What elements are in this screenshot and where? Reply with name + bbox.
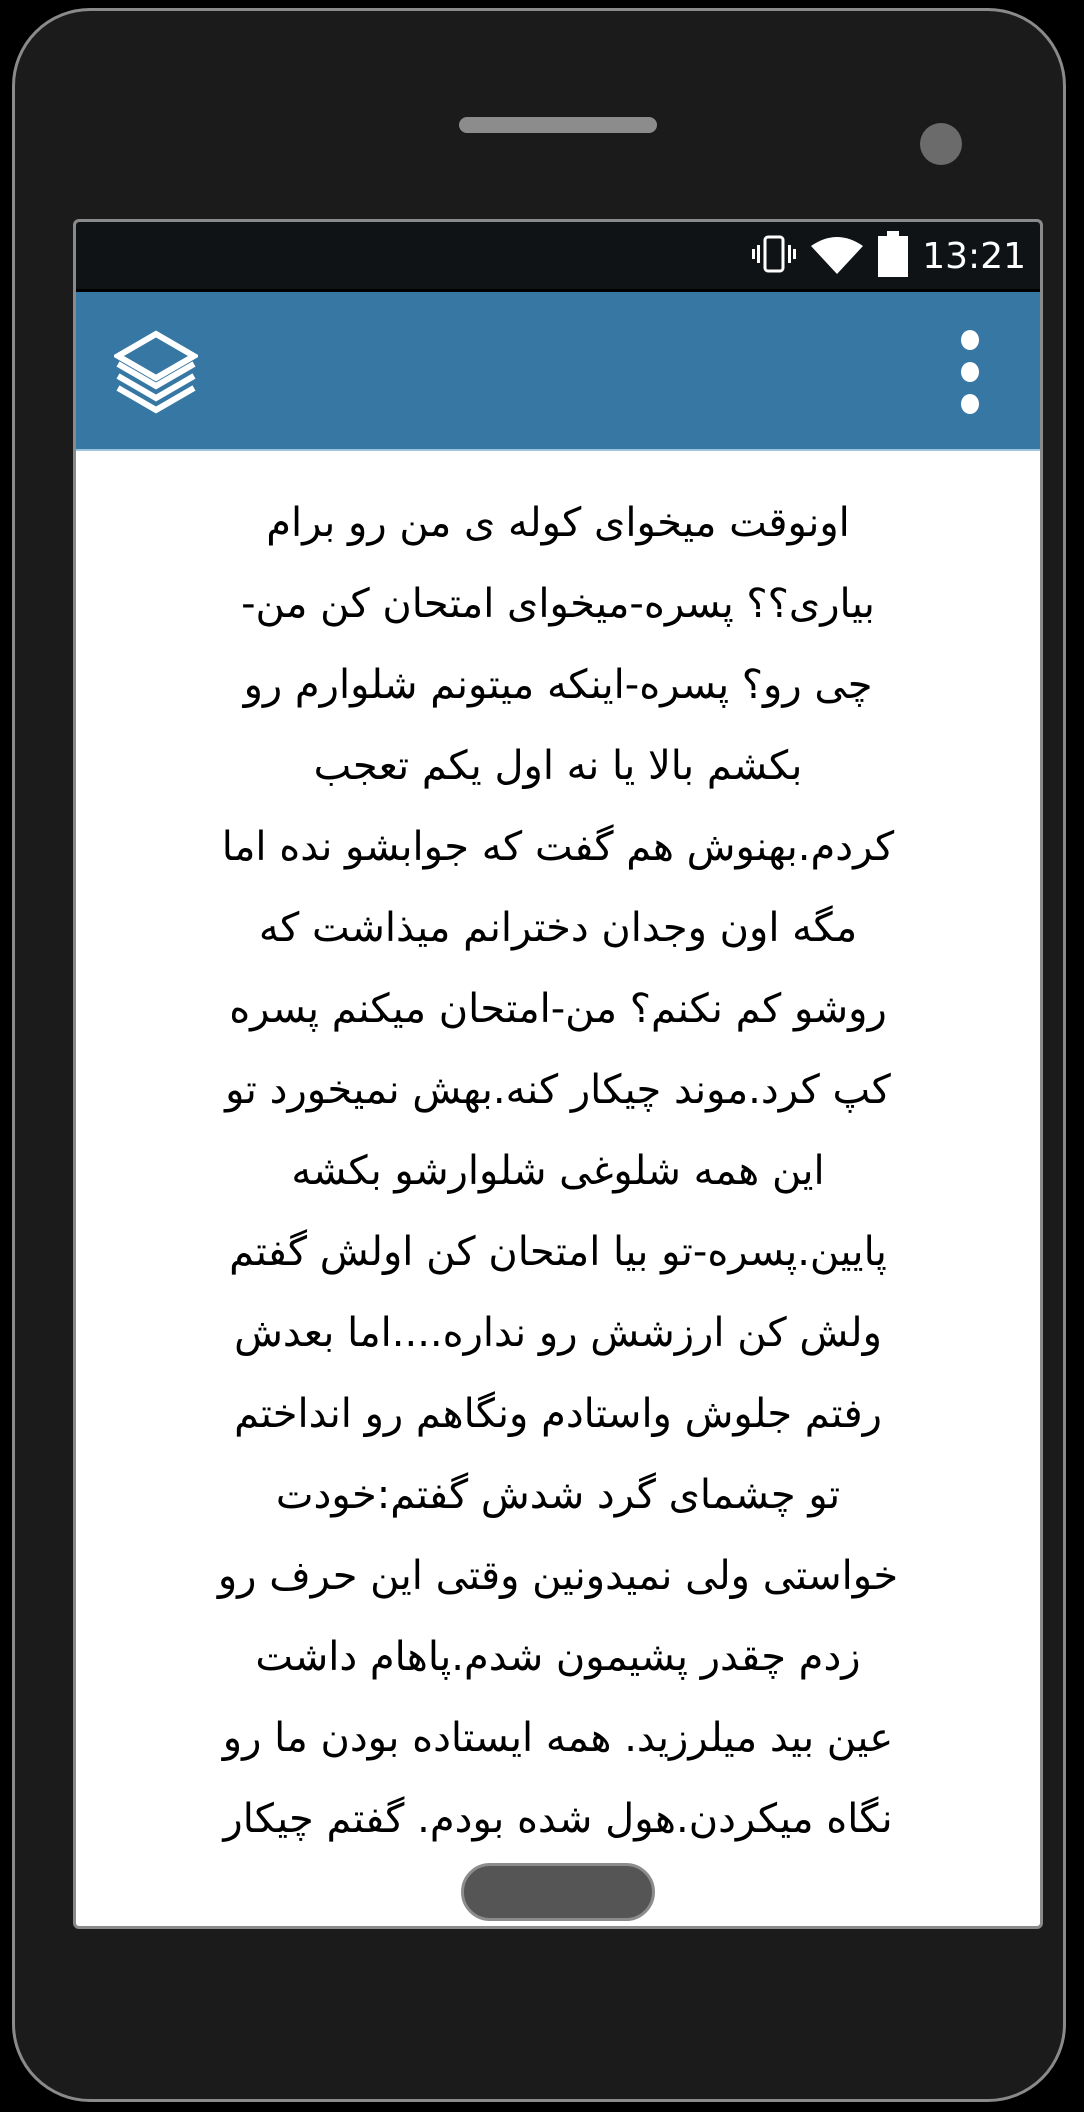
story-line: تو چشمای گرد شدش گفتم:خودت xyxy=(275,1472,841,1518)
more-vert-icon[interactable] xyxy=(956,330,984,414)
story-line: روشو کم نکنم؟ من-امتحان میکنم پسره xyxy=(229,986,887,1032)
story-line: خواستی ولی نمیدونین وقتی این حرف رو xyxy=(217,1553,899,1599)
story-text xyxy=(76,451,1040,1860)
story-line: اونوقت میخوای کوله ی من رو برام xyxy=(266,500,850,546)
menu-dot xyxy=(961,330,979,350)
screen xyxy=(73,219,1043,1929)
story-line: پایین.پسره-تو بیا امتحان کن اولش گفتم xyxy=(229,1229,887,1275)
front-camera xyxy=(920,123,962,165)
story-line: رفتم جلوش واستادم ونگاهم رو انداختم xyxy=(234,1391,882,1437)
phone-frame xyxy=(12,8,1066,2102)
vibrate-icon xyxy=(752,234,796,279)
status-icons xyxy=(752,232,1026,280)
status-bar xyxy=(76,222,1040,292)
menu-dot xyxy=(961,362,979,382)
story-line: ولش کن ارزشش رو نداره....اما بعدش xyxy=(234,1310,882,1356)
story-line: زدم چقدر پشیمون شدم.پاهام داشت xyxy=(255,1634,861,1680)
wifi-icon xyxy=(810,234,864,279)
story-line: مگه اون وجدان دخترانم میذاشت که xyxy=(258,905,858,951)
menu-dot xyxy=(961,394,979,414)
earpiece-speaker xyxy=(459,117,657,133)
home-button[interactable] xyxy=(461,1863,655,1921)
story-line: بکشم بالا یا نه اول یکم تعجب xyxy=(313,743,803,789)
story-line: بیاری؟؟ پسره-میخوای امتحان کن من- xyxy=(241,581,875,627)
story-content[interactable] xyxy=(76,451,1040,1926)
app-bar xyxy=(76,292,1040,451)
layers-stack-icon[interactable] xyxy=(114,330,198,414)
story-line: کردم.بهنوش هم گفت که جوابشو نده اما xyxy=(221,824,895,870)
story-line: نگاه میکردن.هول شده بودم. گفتم چیکار xyxy=(223,1796,893,1842)
battery-icon xyxy=(878,231,908,282)
story-line: چی رو؟ پسره-اینکه میتونم شلوارم رو xyxy=(243,662,873,708)
story-line: کپ کرد.موند چیکار کنه.بهش نمیخورد تو xyxy=(225,1067,891,1113)
story-line: این همه شلوغی شلوارشو بکشه xyxy=(291,1148,825,1194)
story-line: عین بید میلرزید. همه ایستاده بودن ما رو xyxy=(222,1715,894,1761)
status-time: 13:21 xyxy=(922,235,1026,277)
